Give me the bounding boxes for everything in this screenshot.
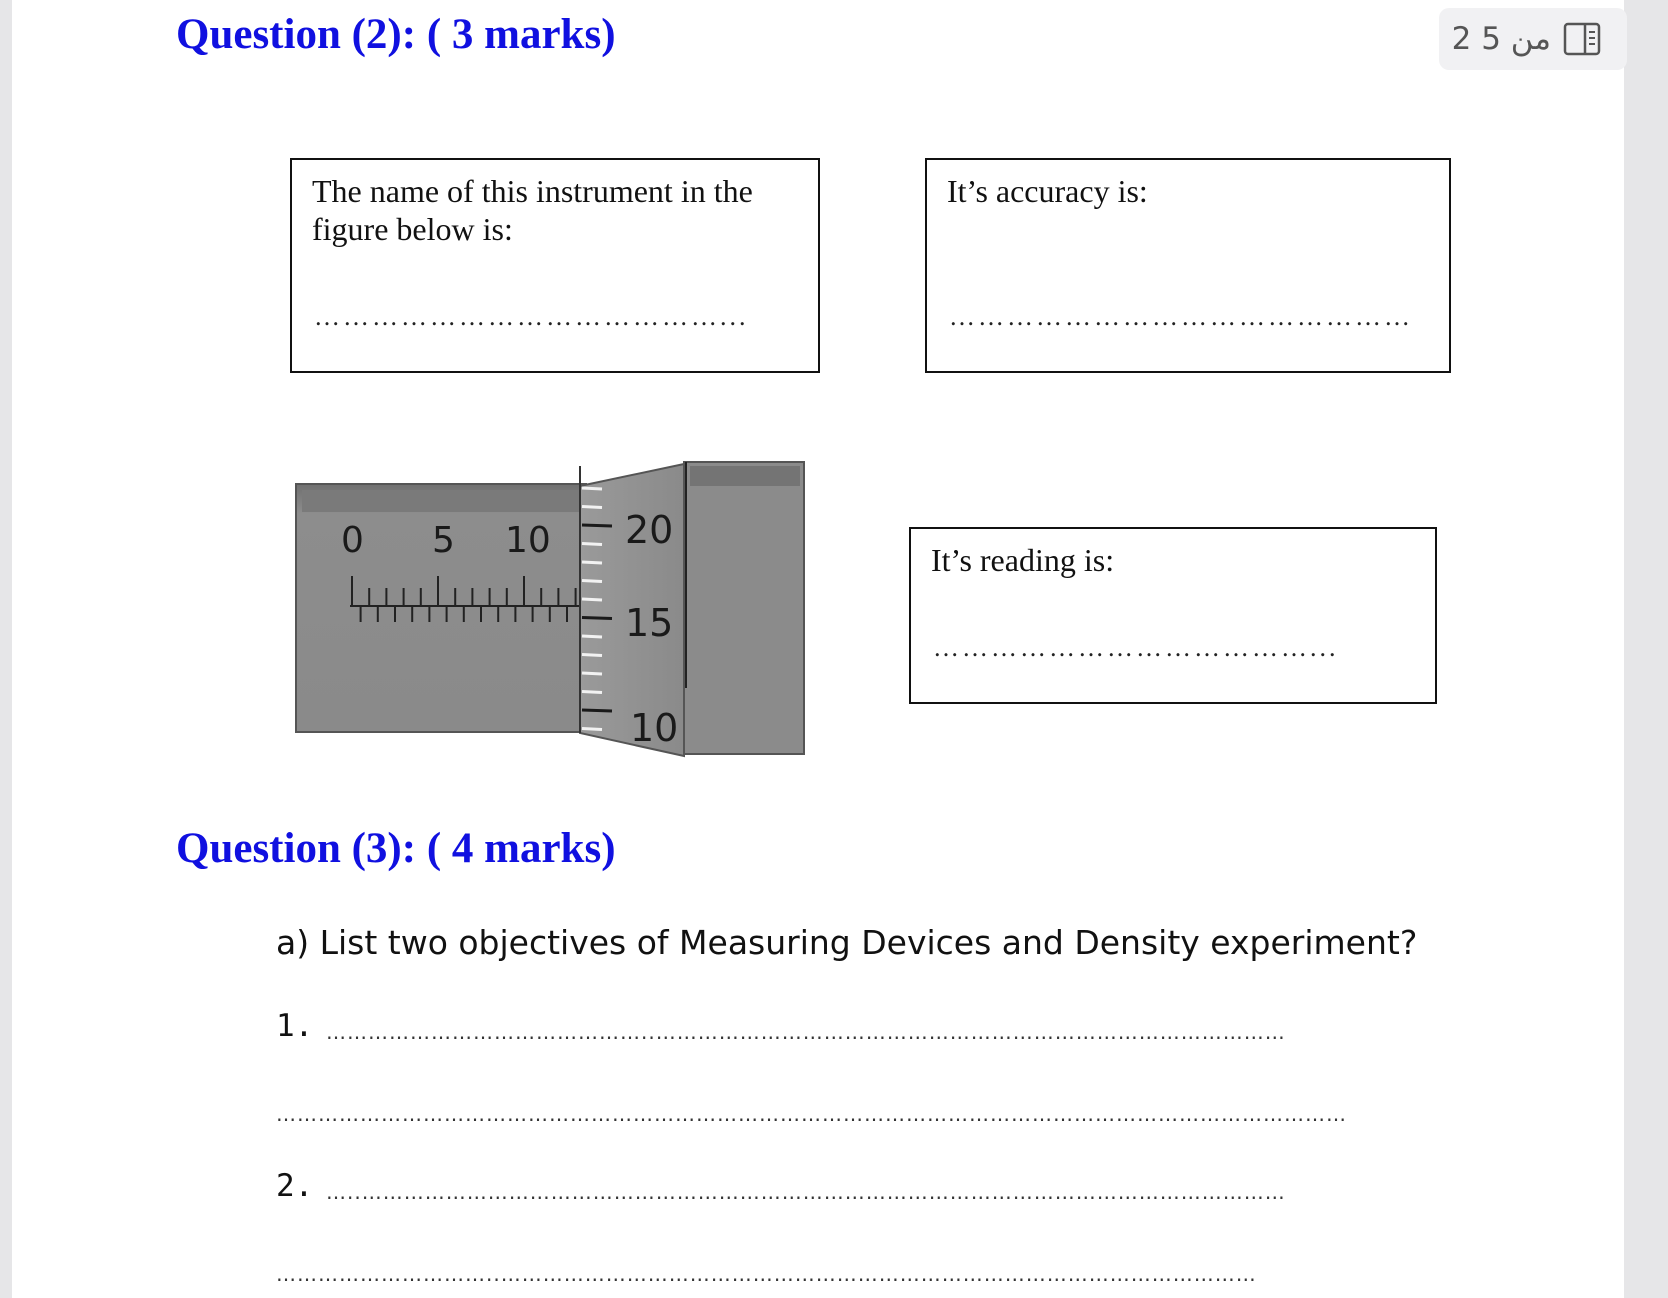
thimble-tick: [582, 507, 602, 508]
page-indicator[interactable]: [1439, 8, 1627, 70]
instrument-name-answer-blank[interactable]: ……………………………………...: [314, 302, 749, 331]
answer-2-line-2[interactable]: …………………………..………………………………………………………………………………………………: [276, 1262, 1257, 1286]
question-3-part-a: a) List two objectives of Measuring Devices and Density experiment?: [276, 923, 1418, 962]
thimble-tick: [582, 729, 602, 730]
thimble-tick: [582, 655, 602, 656]
reading-answer-blank[interactable]: …………………………………...: [933, 633, 1339, 662]
sleeve-label-5: 5: [432, 520, 455, 561]
accuracy-box: [925, 158, 1451, 373]
answer-1-line-1[interactable]: ………………………………………..………………………………………………………………………………: [326, 1020, 1286, 1044]
thimble-tick: [582, 636, 602, 637]
thimble-label-10: 10: [630, 706, 679, 750]
thimble-tick: [582, 562, 602, 563]
thimble-tick: [582, 618, 612, 619]
thimble-label-20: 20: [625, 508, 674, 552]
thimble-tick: [582, 544, 602, 545]
thimble-tick: [582, 581, 602, 582]
thimble-tick: [582, 525, 612, 526]
accuracy-label: It’s accuracy is:: [947, 173, 1148, 209]
thimble-tick: [582, 673, 602, 674]
thimble-label-15: 15: [625, 601, 674, 645]
accuracy-answer-blank[interactable]: …………………………………………: [949, 302, 1413, 331]
thimble-tick: [582, 488, 602, 489]
question-2-title: Question (2): ( 3 marks): [176, 11, 616, 58]
instrument-name-box: [290, 158, 820, 373]
answer-2-line-1[interactable]: …..……………………………………………………………………………………………………………………: [326, 1180, 1286, 1204]
sleeve-label-10: 10: [505, 520, 551, 561]
reading-label: It’s reading is:: [931, 542, 1115, 578]
micrometer-figure: [292, 458, 808, 758]
reading-box: [909, 527, 1437, 704]
question-3-title: Question (3): ( 4 marks): [176, 825, 616, 872]
answer-number-2-label: 2.: [276, 1168, 314, 1204]
answer-1-line-2[interactable]: ………………………………………………………………………………………………………………………………………: [276, 1102, 1347, 1126]
thimble-tick: [582, 599, 602, 600]
answer-number-1-label: 1.: [276, 1008, 314, 1044]
answer-number-1: [276, 1008, 326, 1044]
page-indicator-text: 2 من 5: [1451, 21, 1551, 57]
thimble-tick: [582, 692, 602, 693]
answer-number-2: [276, 1168, 326, 1204]
sleeve-label-0: 0: [341, 520, 364, 561]
thimble-tick: [582, 710, 612, 711]
sidebar-panel-icon[interactable]: [1563, 22, 1601, 56]
instrument-name-label: The name of this instrument in the figure below is:: [312, 173, 753, 247]
